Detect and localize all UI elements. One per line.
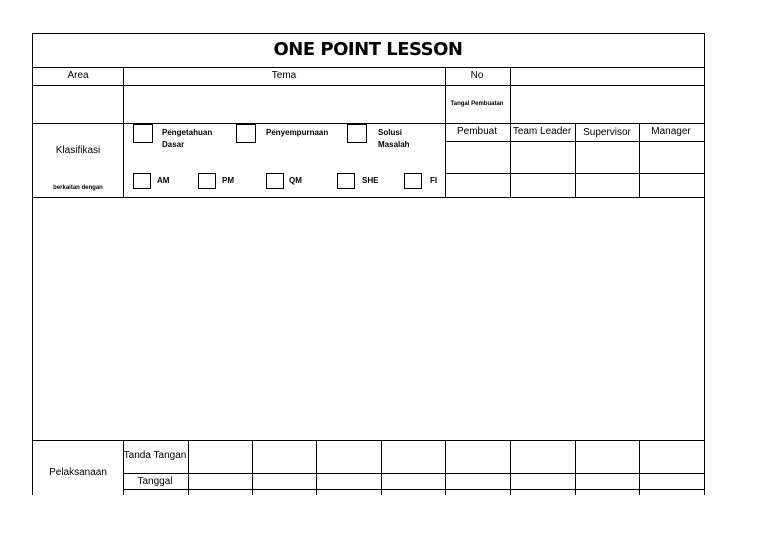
option-pm: PM [222,176,234,185]
area-label: Area [67,70,89,81]
checkbox-pengetahuan-dasar[interactable] [133,124,153,143]
checkbox-penyempurnaan[interactable] [236,124,256,143]
berkaitan-label: berkaitan dengan [53,185,103,191]
signature-pembuat[interactable] [446,142,509,172]
option-pengetahuan: Pengetahuan [162,128,213,137]
pelaksanaan-label: Pelaksanaan [49,467,107,478]
option-masalah: Masalah [378,140,410,149]
checkbox-qm[interactable] [266,173,284,189]
tanggal-cells[interactable] [189,474,704,489]
approval-supervisor: Supervisor [583,127,631,138]
option-penyempurnaan: Penyempurnaan [266,128,329,137]
checkbox-fi[interactable] [404,173,422,189]
checkbox-am[interactable] [133,173,151,189]
tanda-tangan-cells[interactable] [189,441,704,473]
signature-team-leader[interactable] [511,142,574,172]
signature-manager[interactable] [640,142,703,172]
checkbox-she[interactable] [337,173,355,189]
option-solusi: Solusi [378,128,403,137]
checkbox-solusi-masalah[interactable] [347,124,367,143]
approval-manager: Manager [651,126,691,137]
tanggal-label: Tanggal [137,476,173,487]
option-dasar: Dasar [162,140,185,149]
area-field[interactable] [33,86,122,122]
tanda-tangan-label: Tanda Tangan [123,450,187,461]
tanggal-pembuatan-field[interactable] [511,86,703,122]
option-am: AM [157,176,170,185]
lesson-content-area[interactable] [33,198,703,439]
no-field[interactable] [511,68,703,84]
klasifikasi-label: Klasifikasi [55,145,101,156]
option-she: SHE [362,176,379,185]
tanggal-pembuatan-label: Tangal Pembuatan [450,101,504,107]
option-qm: QM [289,176,302,185]
no-label: No [470,70,484,81]
option-fi: FI [430,176,438,185]
approval-team-leader: Team Leader [512,126,572,137]
checkbox-pm[interactable] [198,173,216,189]
form-title: ONE POINT LESSON [273,39,463,60]
approval-pembuat: Pembuat [456,126,498,137]
tema-label: Tema [271,70,297,81]
signature-supervisor[interactable] [576,142,638,172]
tema-field[interactable] [124,86,444,122]
